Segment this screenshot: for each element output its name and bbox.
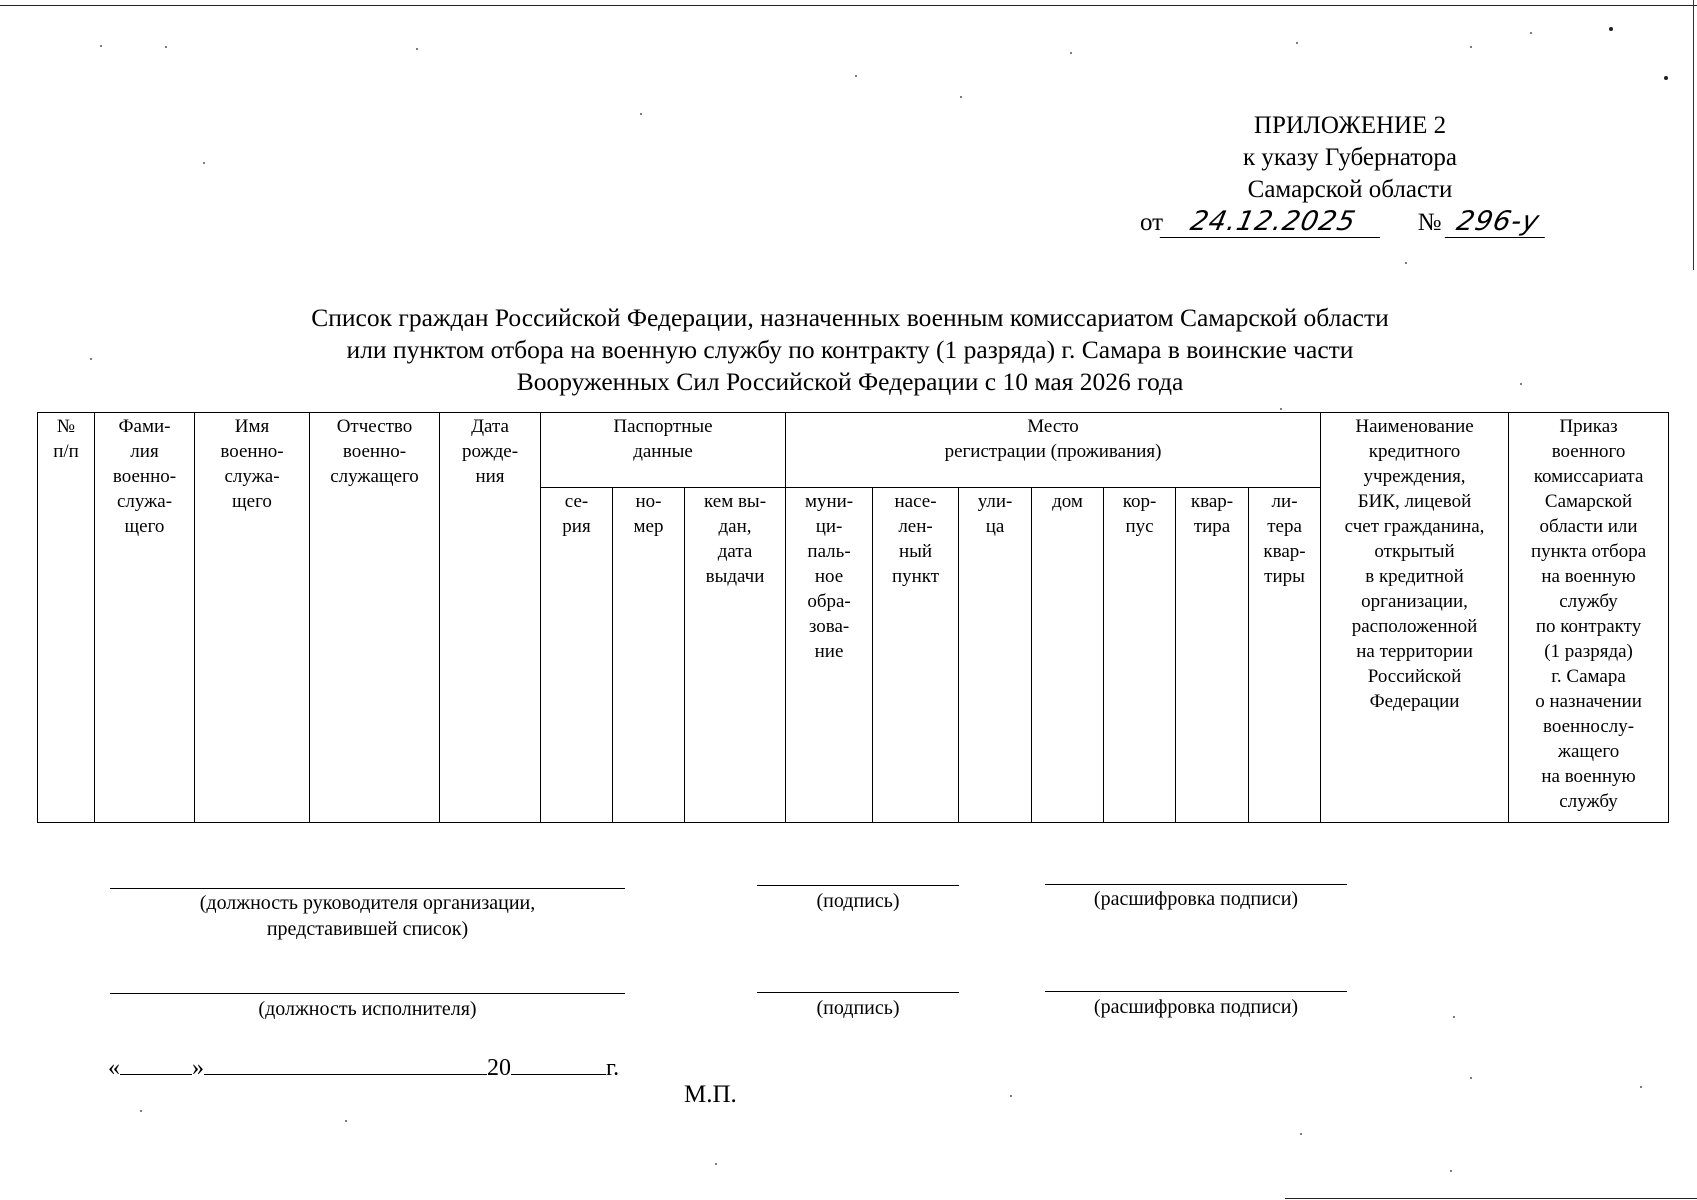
header-bank: Наименование кредитного учреждения, БИК, лицевой счет гражданина, открытый в кредитной организации, расположенной на территории Российской Федерации <box>1321 413 1509 823</box>
head-decoding-line[interactable] <box>1045 884 1347 885</box>
executor-position-line[interactable] <box>110 993 625 994</box>
title-line-3: Вооруженных Сил Российской Федерации с 10 мая 2026 года <box>516 367 1184 396</box>
header-street: ули- ца <box>959 488 1032 823</box>
header-passport-issued: кем вы- дан, дата выдачи <box>685 488 786 823</box>
number-prefix: № <box>1417 209 1442 236</box>
executor-signature-caption: (подпись) <box>816 997 900 1019</box>
executor-decoding-caption: (расшифровка подписи) <box>1093 996 1299 1018</box>
stamp-place: М.П. <box>684 1081 737 1108</box>
page-top-border <box>0 5 1697 6</box>
date-close-quote: » <box>192 1055 204 1081</box>
header-patronymic: Отчество военно- служащего <box>310 413 440 823</box>
executor-decoding-line[interactable] <box>1045 991 1347 992</box>
title-line-2: или пунктом отбора на военную службу по контракту (1 разряда) г. Самара в воинские части <box>346 335 1354 364</box>
appendix-line-1: к указу Губернатора <box>1242 144 1458 171</box>
header-registration: Место регистрации (проживания) <box>786 413 1321 488</box>
header-passport-number: но- мер <box>613 488 685 823</box>
header-settlement: насе- лен- ный пункт <box>873 488 959 823</box>
header-passport-series: се- рия <box>541 488 613 823</box>
page-right-edge <box>1693 0 1694 270</box>
appendix-header <box>1180 110 1520 206</box>
header-passport: Паспортные данные <box>541 413 786 488</box>
header-house: дом <box>1032 488 1104 823</box>
page-bottom-edge <box>1285 1198 1697 1199</box>
header-apartment: квар- тира <box>1176 488 1249 823</box>
date-century: 20 <box>487 1055 511 1081</box>
month-blank[interactable] <box>204 1048 487 1075</box>
date-year-suffix: г. <box>606 1055 620 1081</box>
head-position-line[interactable] <box>110 888 625 889</box>
handwritten-number: 296-у <box>1444 207 1551 238</box>
executor-signature-line[interactable] <box>757 992 959 993</box>
date-open-quote: « <box>108 1055 120 1081</box>
header-name: Имя военно- служа- щего <box>195 413 310 823</box>
head-decoding-caption: (расшифровка подписи) <box>1093 888 1299 910</box>
header-building: кор- пус <box>1104 488 1176 823</box>
date-prefix: от <box>1140 209 1164 236</box>
head-signature-caption: (подпись) <box>816 890 900 912</box>
head-signature-line[interactable] <box>757 885 959 886</box>
head-position-caption: (должность руководителя организации, представившей список) <box>199 892 536 940</box>
appendix-date-number <box>1140 205 1580 241</box>
header-order: Приказ военного комиссариата Самарской области или пункта отбора на военную службу по контракту (1 разряда) г. Самара о назначении военнослу- жащего на военную службу <box>1509 413 1669 823</box>
appendix-title: ПРИЛОЖЕНИЕ 2 <box>1253 112 1447 139</box>
document-title <box>160 302 1540 398</box>
header-birth-date: Дата рожде- ния <box>440 413 541 823</box>
day-blank[interactable] <box>120 1048 192 1075</box>
year-blank[interactable] <box>511 1048 606 1075</box>
date-field <box>108 1048 648 1082</box>
header-num: № п/п <box>38 413 95 823</box>
executor-position-caption: (должность исполнителя) <box>258 998 477 1020</box>
header-municipality: муни- ци- паль- ное обра- зова- ние <box>786 488 873 823</box>
title-line-1: Список граждан Российской Федерации, назначенных военным комиссариатом Самарской области <box>311 303 1389 332</box>
handwritten-date: 24.12.2025 <box>1160 207 1387 238</box>
header-apartment-letter: ли- тера квар- тиры <box>1249 488 1321 823</box>
header-surname: Фами- лия военно- служа- щего <box>95 413 195 823</box>
citizens-table <box>37 412 1669 823</box>
appendix-line-2: Самарской области <box>1247 176 1453 203</box>
